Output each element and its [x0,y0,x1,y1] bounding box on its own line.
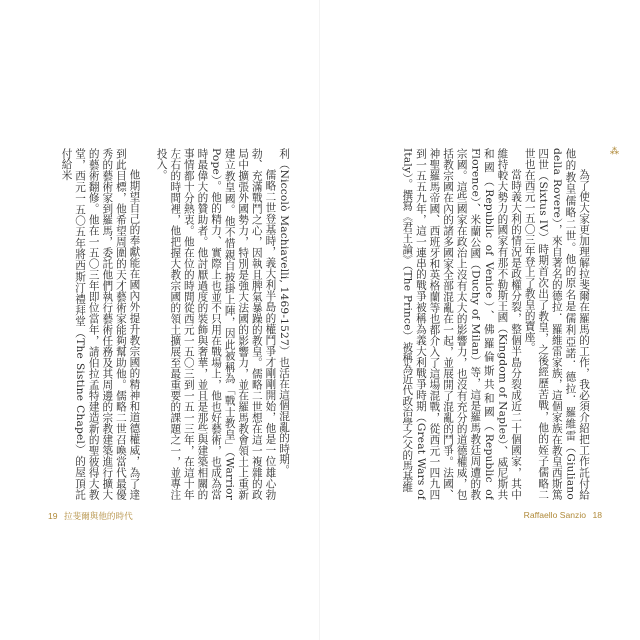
paragraph: 為了使大家更加理解拉斐爾在羅馬的工作，我必須介紹把工作託付給他的教皇儒略二世。他的原名是儒利亞諾．德拉．羅維雷（Giuliano della Rovere），來自著名的德拉．羅維雷家族，這個家族在教皇西斯篤四世（Sixtus IV）時期首次出了教皇，之後經歷苦戰，他的姪子儒略二世也在西元一五〇三年登上了教皇的寶座。 [523,148,590,500]
page-number: 18 [592,510,602,520]
running-title: Raffaello Sanzio [523,510,587,520]
paragraph: 利（Niccolò Machiavelli, 1469-1527）也活在這個混亂的時期。 [278,148,290,476]
ornament-icon: ⁂ [610,147,619,157]
paragraph: 他期望自己的奉獻能在國內外提升教宗國的精神和道德權威，為了達到此目標，他希望周圍的天才藝術家能夠幫助他。儒略二世召喚當代最優秀的藝術家到羅馬，委託他們執行藝術任務及其周邊的宗教建築進行擴大的藝術翻修。他在一五〇三年即位當年，請伯拉孟特建造新的聖彼得大教堂，西元一五〇五年將西斯汀禮拜堂（The Sistine Chapel）的屋頂託付給米 [60,148,141,500]
left-folio [44,510,133,522]
running-title: 拉斐爾與他的時代 [63,511,133,521]
page-number: 19 [48,511,58,521]
right-page-text [350,148,590,500]
paragraph: 當時義大利的情況是政權分裂，整個半島分裂成近二十個國家，其中維持較大勢力的國家有那不勒斯王國（Kingdom of Naples）、威尼斯共和國（Republic of Venice）、佛羅倫斯共和國（Republic of Florence）、米蘭公國（Duchy of Milan）等，這是羅馬教廷周遭的教宗國。這些國家在政治上沒有太大的影響力，也沒有充分的道德權威，包括教宗國在內的諸多國家全部混亂在一起，並展開了混亂的鬥爭。法國、神聖羅馬帝國、西班牙和英格蘭等也都介入了這場混戰，從西元一四九四到一五五九年，這一連串的戰爭被稱為義大利戰爭時期（Great Wars of Italy）。撰寫《君王論》（The Prince）被稱為近代政治學之父的馬基維 [401,148,523,500]
paragraph: 儒略二世登基時，義大利半島的權鬥爭才剛剛開始，他是一位雄心勃勃、充滿戰鬥之心，因執且脾氣暴躁的教皇。儒略二世想在這一複雜的政局中擴張外國勢力，特別是強大法國的影響力，並在羅馬教會領土上重新建立教皇國。他不惜親自披掛上陣，因此被稱為「戰士教皇」（Warrior Pope）。他的精力、實際上也並不只用在戰場上，他也好藝術，也成為當時最偉大的贊助者。他討厭過度的裝飾與奢華，並且是那些與建築相關的事情都十分熱衷。他在位的時間從西元一五〇三到一五一三年，在這十年左右的時間裡，他把握大教宗國的領土擴展至最重要的課題之一，並專注投入。 [155,148,277,500]
right-folio [524,510,606,520]
left-page-text [60,148,290,500]
right-page [320,0,640,640]
